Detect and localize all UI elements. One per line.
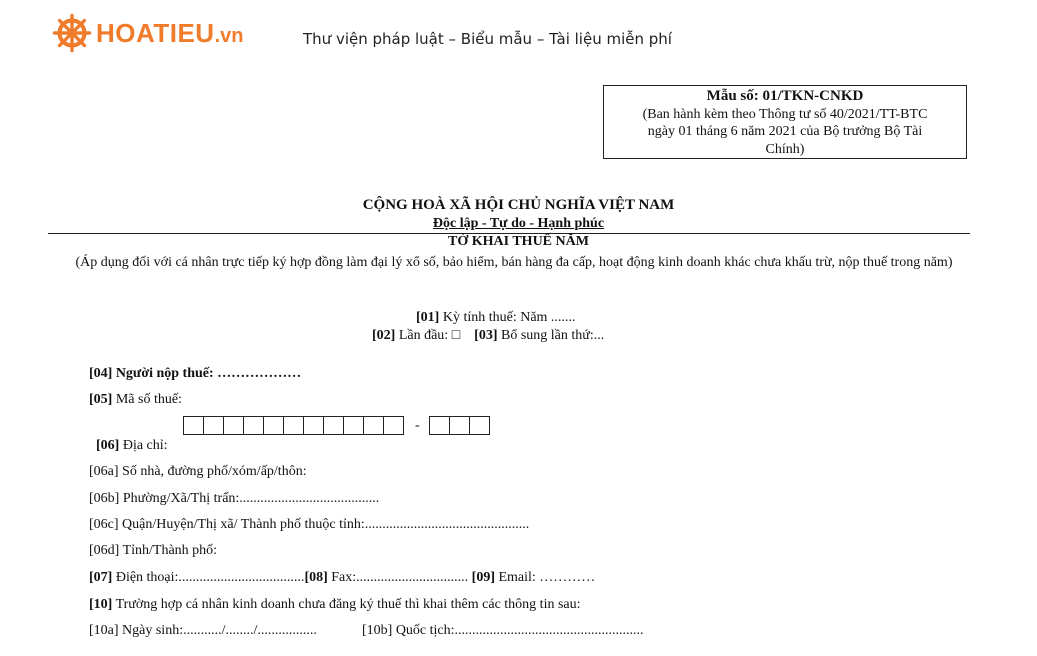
tax-id-cell[interactable] [323, 416, 344, 435]
field-code: [01] [416, 310, 440, 325]
field-code: [09] [471, 570, 495, 585]
fax-field[interactable]: Fax:................................ [327, 570, 472, 585]
form-note-line: Chính) [765, 141, 805, 157]
form-code: Mẫu số: 01/TKN-CNKD [706, 88, 864, 104]
motto [0, 216, 1037, 232]
field-01-tax-period [416, 310, 575, 326]
first-filing-checkbox[interactable]: Lần đầu: □ [395, 328, 461, 343]
tax-id-cell[interactable] [203, 416, 224, 435]
field-10b-nationality[interactable]: [10b] Quốc tịch:...................................................... [362, 623, 644, 638]
tax-id-cell[interactable] [363, 416, 384, 435]
brand-logo[interactable] [52, 10, 243, 56]
field-10a-birth-date[interactable]: [10a] Ngày sinh:.........../......../................. [89, 623, 317, 638]
brand-suffix: .vn [214, 24, 244, 47]
field-text: Địa chỉ: [119, 438, 168, 453]
apply-note: (Áp dụng đối với cá nhân trực tiếp ký hợp đồng làm đại lý xổ số, bảo hiểm, bán hàng đa cấp, hoạt động kinh doanh khác chưa khấu trừ, nộp thuế trong năm) [75, 255, 953, 270]
field-10-unregistered-note [89, 597, 581, 613]
field-text: Trường hợp cá nhân kinh doanh chưa đăng ký thuế thì khai thêm các thông tin sau: [112, 597, 581, 612]
tax-id-cell[interactable] [263, 416, 284, 435]
tax-id-suffix-cell[interactable] [449, 416, 470, 435]
field-text: Kỳ tính thuế: Năm ....... [439, 310, 576, 325]
tax-id-cell[interactable] [383, 416, 404, 435]
tax-id-cell[interactable] [243, 416, 264, 435]
tax-id-dash: - [415, 417, 420, 433]
field-07-09-contact [89, 570, 595, 586]
brand-slogan: Thư viện pháp luật – Biểu mẫu – Tài liệu miễn phí [303, 30, 672, 48]
tax-id-boxes[interactable] [183, 416, 489, 435]
nation-heading: CỘNG HOÀ XÃ HỘI CHỦ NGHĨA VIỆT NAM [362, 197, 675, 213]
form-code-box [603, 85, 967, 159]
tax-id-cell[interactable] [283, 416, 304, 435]
field-code: [08] [304, 570, 328, 585]
tax-id-suffix-cell[interactable] [429, 416, 450, 435]
field-code: [07] [89, 570, 113, 585]
field-code: [02] [372, 328, 396, 343]
field-06c-district[interactable]: [06c] Quận/Huyện/Thị xã/ Thành phố thuộc tỉnh:............................................... [89, 517, 530, 532]
field-04-taxpayer[interactable]: [04] Người nộp thuế: ……………… [89, 366, 302, 381]
tax-id-suffix-cell[interactable] [469, 416, 490, 435]
field-code: [05] [89, 392, 113, 407]
field-06d-province[interactable]: [06d] Tỉnh/Thành phố: [89, 543, 218, 558]
field-code: [06] [96, 438, 120, 453]
phone-field[interactable]: Điện thoại:.................................... [112, 570, 305, 585]
field-text: Mã số thuế: [112, 392, 182, 407]
field-06-address-label [96, 438, 168, 454]
brand-name-text: HOATIEU [96, 17, 215, 48]
field-text: Bổ sung lần thứ:... [497, 328, 605, 343]
document-title: TỜ KHAI THUẾ NĂM [448, 234, 589, 249]
tax-id-cell[interactable] [223, 416, 244, 435]
field-code: [03] [474, 328, 498, 343]
brand-name [96, 18, 243, 49]
tax-id-cell[interactable] [303, 416, 324, 435]
field-05-tax-id-label [89, 392, 182, 408]
email-field[interactable]: Email: ………… [494, 570, 596, 585]
field-02-03-filing-type [372, 328, 604, 344]
form-note-line: (Ban hành kèm theo Thông tư số 40/2021/TT-BTC [642, 106, 928, 122]
ship-wheel-icon [52, 13, 92, 53]
field-06a-street[interactable]: [06a] Số nhà, đường phố/xóm/ấp/thôn: [89, 464, 307, 479]
form-note-line: ngày 01 tháng 6 năm 2021 của Bộ trưởng Bộ Tài [647, 124, 923, 139]
tax-id-cell[interactable] [343, 416, 364, 435]
tax-id-cell[interactable] [183, 416, 204, 435]
motto-text: Độc lập - Tự do - Hạnh phúc [432, 216, 605, 231]
field-06b-ward[interactable]: [06b] Phường/Xã/Thị trấn:........................................ [89, 491, 380, 506]
field-code: [10] [89, 597, 113, 612]
